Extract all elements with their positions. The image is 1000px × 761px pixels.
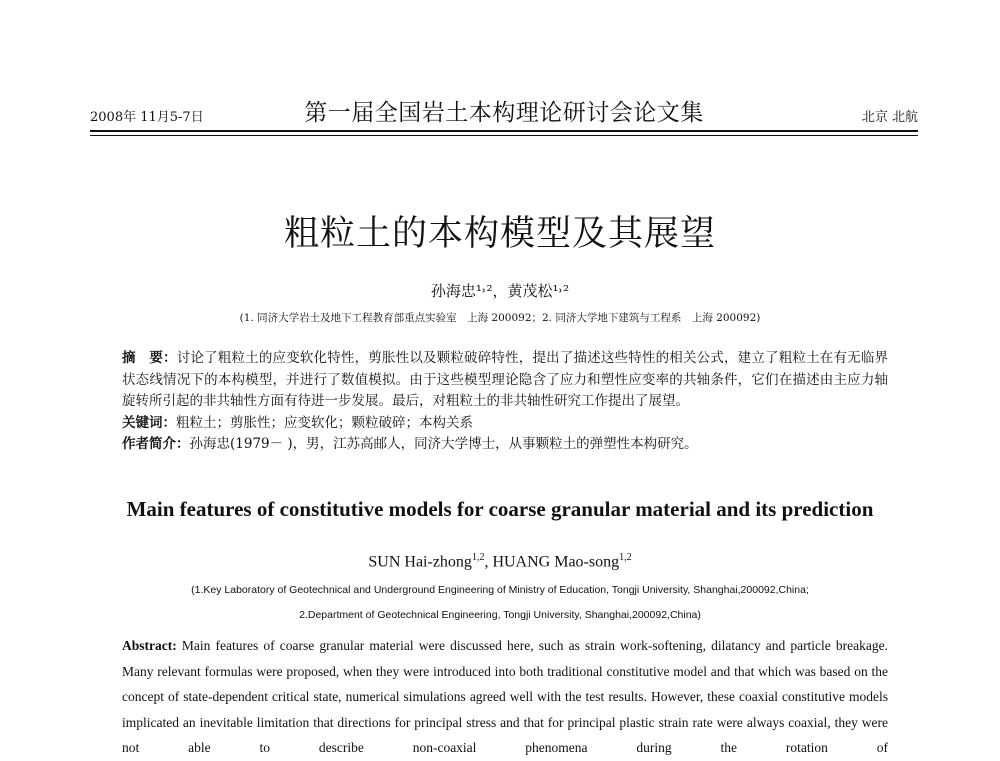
- author-bio-label: 作者简介：: [122, 436, 190, 452]
- header-rule-thin: [90, 135, 918, 136]
- english-abstract-label: Abstract:: [122, 638, 177, 653]
- chinese-abstract-block: [122, 348, 888, 456]
- header-rule-thick: [90, 130, 918, 132]
- english-abstract: [122, 633, 888, 761]
- english-affiliation-1: (1.Key Laboratory of Geotechnical and Underground Engineering of Ministry of Education, Tongji University, Shanghai,200092,China;: [191, 584, 809, 596]
- chinese-abstract-label: 摘 要：: [122, 350, 177, 366]
- chinese-authors: 孙海忠¹˒²，黄茂松¹˒²: [430, 282, 570, 300]
- english-author-1-affil-mark: 1,2: [471, 552, 485, 563]
- chinese-keywords-label: 关键词：: [122, 414, 176, 431]
- english-title: Main features of constitutive models for coarse granular material and its prediction: [126, 497, 874, 521]
- english-affiliation-2: 2.Department of Geotechnical Engineering, Tongji University, Shanghai,200092,China): [299, 609, 701, 621]
- english-author-1: SUN Hai-zhong: [368, 553, 472, 571]
- english-abstract-text: Main features of coarse granular material were discussed here, such as strain work-softening, dilatancy and particle breakage. Many relevant formulas were proposed, when they were introduced into both traditional constitutive model and that which was based on the concept of state-dependent critical state, numerical simulations agreed well with the test results. However, these coaxial constitutive models implicated an inevitable limitation that directions for principal stress and that for principal plastic strain rate were always coaxial, they were not able to describe non-coaxial phenomena during the rotation of: [122, 638, 889, 755]
- author-bio-text: 孙海忠(1979－ )，男，江苏高邮人，同济大学博士，从事颗粒土的弹塑性本构研究。: [189, 436, 698, 452]
- header-journal-title: 第一届全国岩土本构理论研讨会论文集: [304, 100, 704, 126]
- chinese-title: 粗粒土的本构模型及其展望: [283, 214, 716, 254]
- header-date: 2008年 11月5-7日: [90, 110, 204, 125]
- running-header: [90, 92, 918, 132]
- english-authors: [0, 552, 1000, 571]
- english-author-separator: ,: [484, 553, 493, 571]
- header-place: 北京 北航: [861, 110, 918, 125]
- chinese-abstract-text: 讨论了粗粒土的应变软化特性，剪胀性以及颗粒破碎特性，提出了描述这些特性的相关公式，建立了粗粒土在有无临界状态线情况下的本构模型，并进行了数值模拟。由于这些模型理论隐含了应力和塑性应变率的共轴条件，它们在描述由主应力轴旋转所引起的非共轴性方面有待进一步发展。最后，对粗粒土的非共轴性研究工作提出了展望。: [122, 350, 889, 409]
- chinese-affiliation: (1. 同济大学岩土及地下工程教育部重点实验室 上海 200092；2. 同济大学地下建筑与工程系 上海 200092): [239, 312, 761, 324]
- chinese-abstract: [122, 348, 888, 413]
- english-author-2: HUANG Mao-song: [492, 553, 620, 571]
- author-bio: [122, 434, 888, 456]
- chinese-keywords-text: 粗粒土；剪胀性；应变软化；颗粒破碎；本构关系: [176, 414, 473, 431]
- chinese-keywords: [122, 413, 888, 435]
- english-author-2-affil-mark: 1,2: [619, 552, 632, 563]
